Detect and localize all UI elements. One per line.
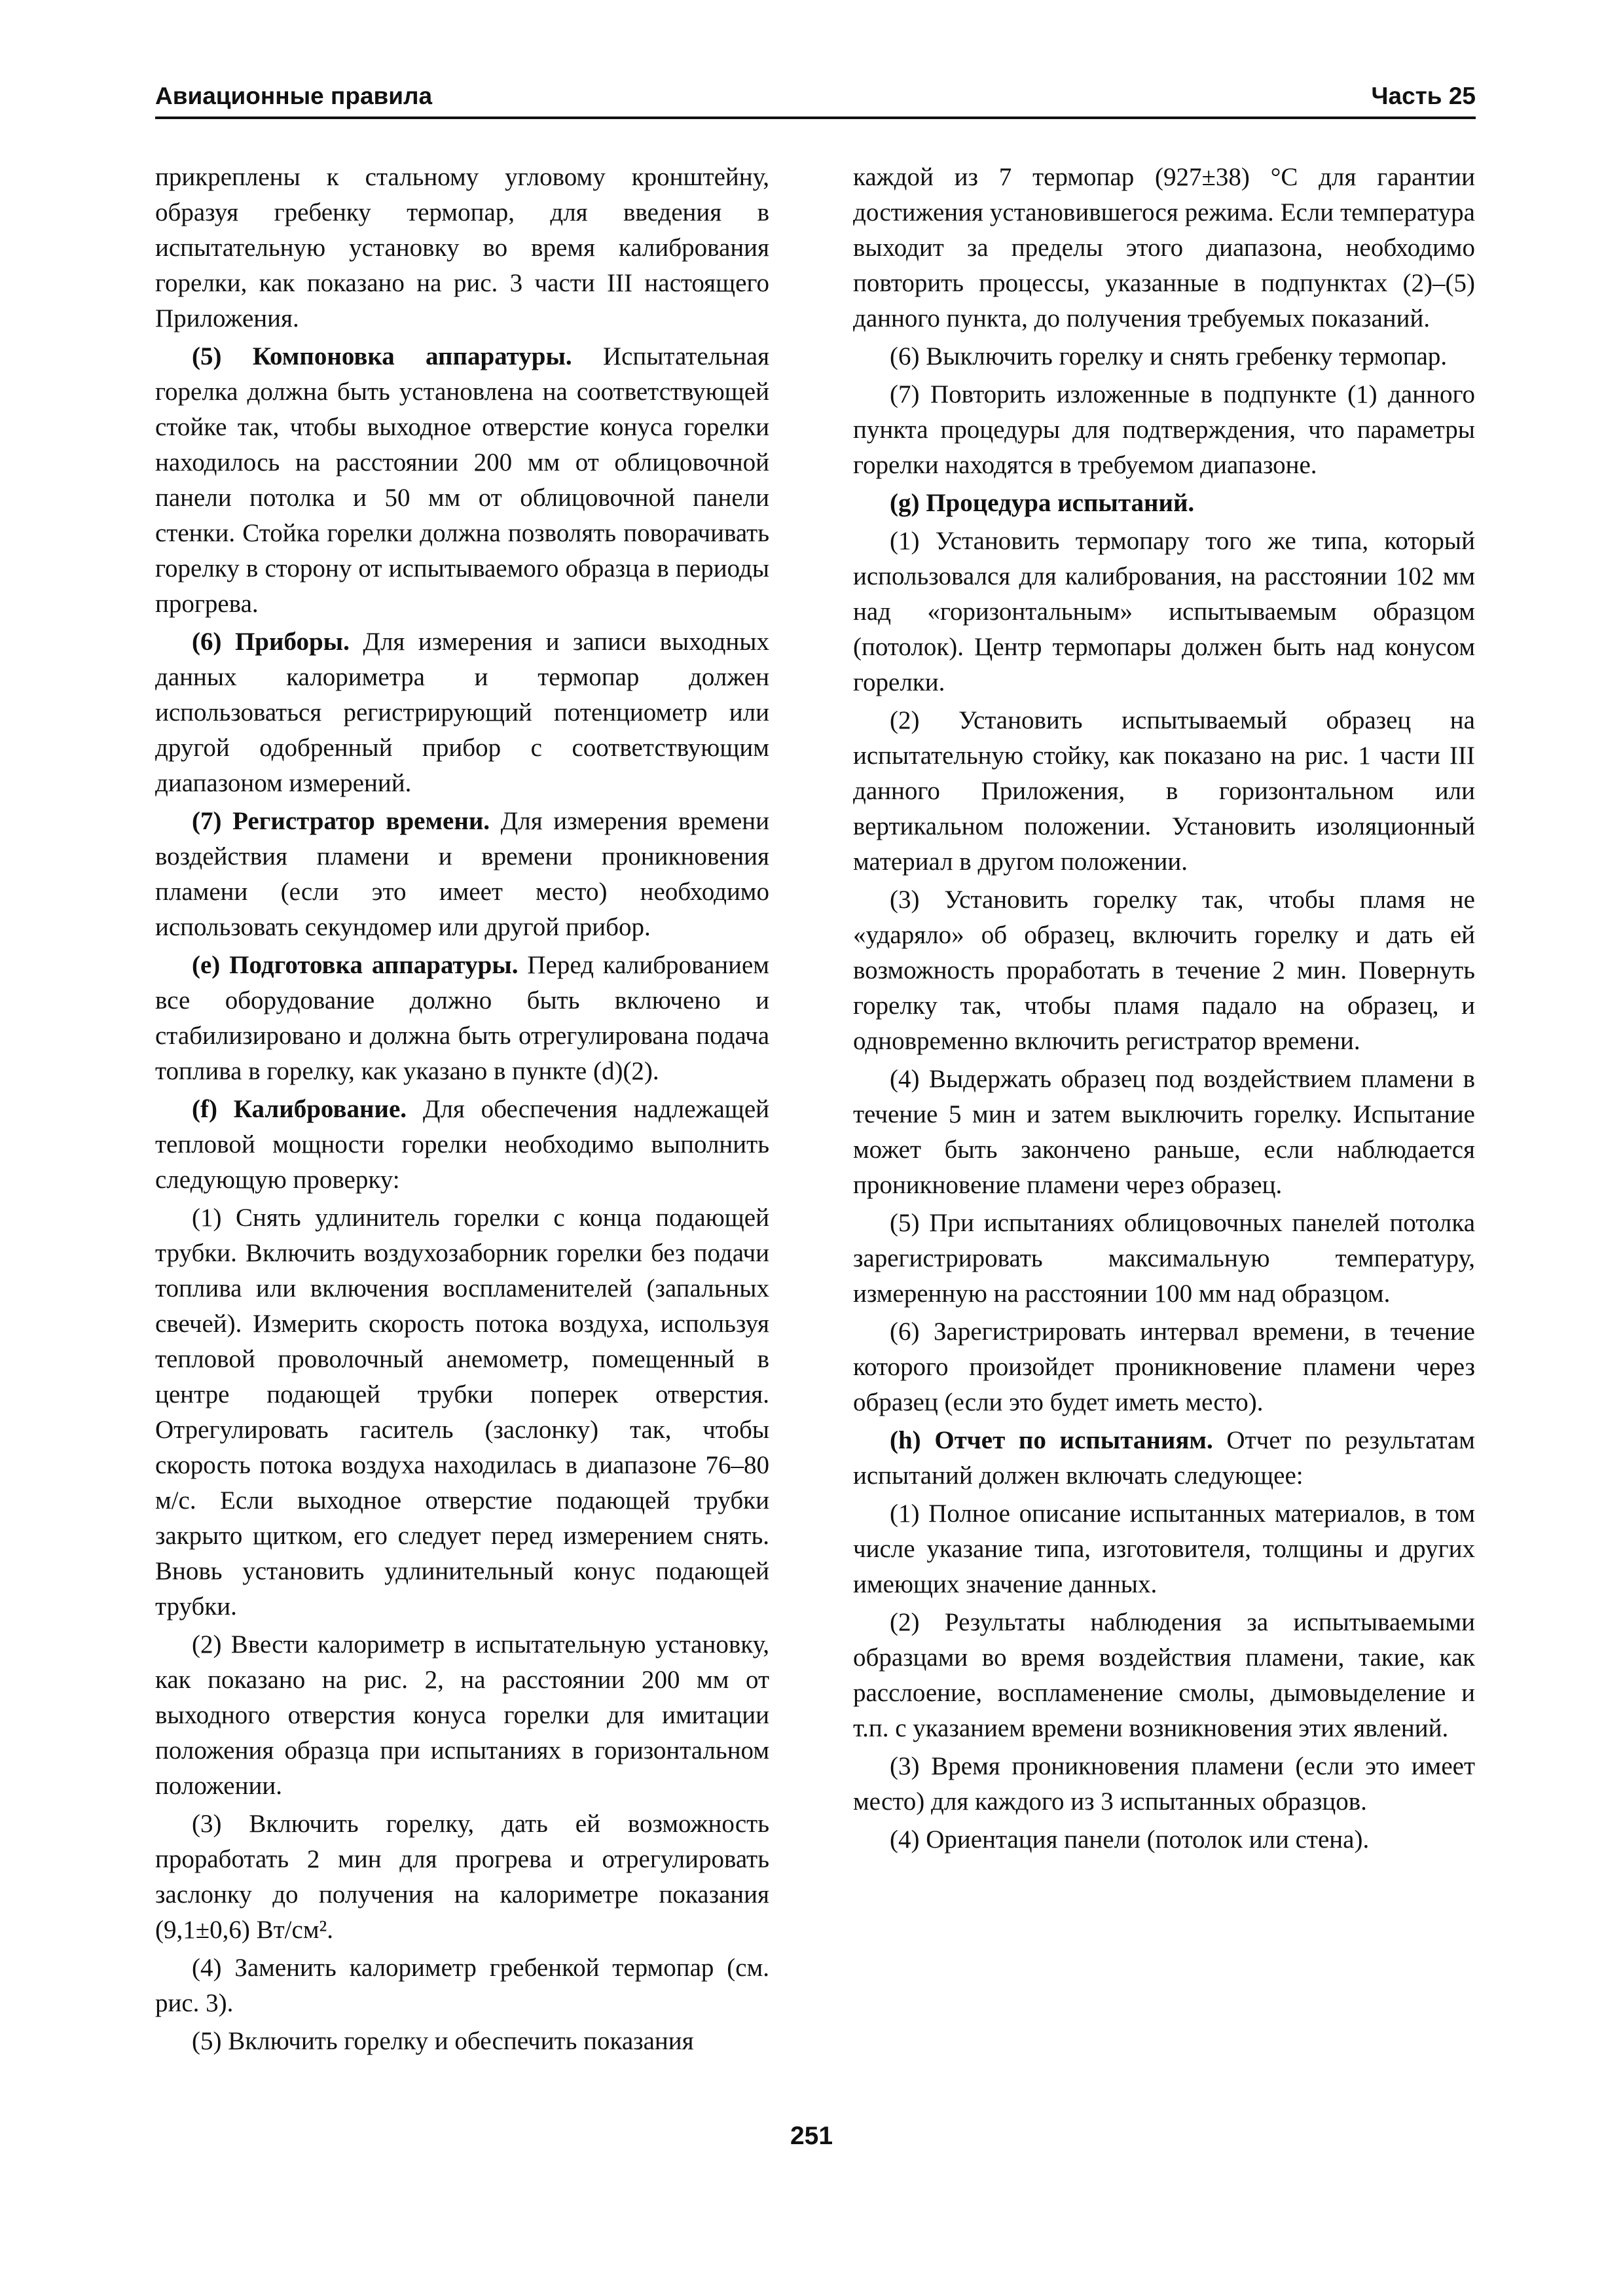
- paragraph-h2: (2) Результаты наблюдения за испытываемыми образцами во время воздействия пламени, такие, как расслоение, воспламенение смолы, дымовыделение и т.п. с указанием времени возникновения этих явлений.: [853, 1608, 1475, 1742]
- header-title: Авиационные правила: [155, 82, 433, 109]
- paragraph-heading: (7) Регистратор времени.: [192, 807, 490, 835]
- paragraph-g1: (1) Установить термопару того же типа, который использовался для калибрования, на расстоянии 102 мм над «горизонтальным» испытываемым образцом (потолок). Центр термопары должен быть над конусом горелки.: [853, 527, 1475, 696]
- paragraph-g6: (6) Зарегистрировать интервал времени, в течение которого произойдет проникновение пламени через образец (если это будет иметь место).: [853, 1318, 1475, 1416]
- paragraph-g2: (2) Установить испытываемый образец на испытательную стойку, как показано на рис. 1 части III данного Приложения, в горизонтальном или вертикальном положении. Установить изоляционный материал в другом положении.: [853, 706, 1475, 876]
- paragraph-heading: (f) Калибрование.: [192, 1095, 407, 1123]
- paragraph-heading: (e) Подготовка аппаратуры.: [192, 951, 519, 979]
- paragraph-h3: (3) Время проникновения пламени (если это имеет место) для каждого из 3 испытанных образцов.: [853, 1752, 1475, 1816]
- paragraph-f4: (4) Заменить калориметр гребенкой термопар (см. рис. 3).: [155, 1954, 769, 2017]
- paragraph-5-equipment-layout: (5) Компоновка аппаратуры. Испытательная горелка должна быть установлена на соответствующей стойке так, чтобы выходное отверстие конуса горелки находилось на расстоянии 200 мм от облицовочной панели потолка и 50 мм от облицовочной панели стенки. Стойка горелки должна позволять поворачивать горелку в сторону от испытываемого образца в периоды прогрева.: [155, 342, 770, 618]
- paragraph-h4: (4) Ориентация панели (потолок или стена).: [890, 1825, 1370, 1854]
- paragraph-heading: (6) Приборы.: [192, 628, 350, 656]
- paragraph-heading: (5) Компоновка аппаратуры.: [192, 342, 572, 370]
- header-part: Часть 25: [1371, 82, 1476, 109]
- paragraph-h1: (1) Полное описание испытанных материалов, в том числе указание типа, изготовителя, толщины и других имеющих значение данных.: [853, 1499, 1475, 1598]
- paragraph-7-timer: (7) Регистратор времени. Для измерения времени воздействия пламени и времени проникновения пламени (если это имеет место) необходимо использовать секундомер или другой прибор.: [155, 807, 769, 941]
- page-header: [155, 77, 1476, 119]
- paragraph-h-report: (h) Отчет по испытаниям. Отчет по результатам испытаний должен включать следующее:: [853, 1426, 1475, 1490]
- paragraph-heading: (h) Отчет по испытаниям.: [890, 1426, 1213, 1454]
- paragraph-f5: (5) Включить горелку и обеспечить показания: [192, 2027, 694, 2055]
- paragraph-f2: (2) Ввести калориметр в испытательную установку, как показано на рис. 2, на расстоянии 200 мм от выходного отверстия конуса горелки для имитации положения образца при испытаниях в горизонтальном положении.: [155, 1630, 769, 1800]
- paragraph-f-calibration: (f) Калибрование. Для обеспечения надлежащей тепловой мощности горелки необходимо выполнить следующую проверку:: [155, 1095, 769, 1194]
- paragraph: каждой из 7 термопар (927±38) °С для гарантии достижения установившегося режима. Если температура выходит за пределы этого диапазона, необходимо повторить процессы, указанные в подпунктах (2)–(5) данного пункта, до получения требуемых показаний.: [853, 163, 1475, 332]
- right-column: [853, 160, 1475, 1857]
- paragraph-g-procedure: [853, 486, 1475, 521]
- left-column: [155, 160, 769, 2059]
- paragraph-g4: (4) Выдержать образец под воздействием пламени в течение 5 мин и затем выключить горелку. Испытание может быть закончено раньше, если наблюдается проникновение пламени через образец.: [853, 1065, 1475, 1199]
- paragraph: прикреплены к стальному угловому кронштейну, образуя гребенку термопар, для введения в испытательную установку во время калибрования горелки, как показано на рис. 3 части III настоящего Приложения.: [155, 163, 769, 332]
- page-number: 251: [790, 2122, 833, 2150]
- paragraph-f7: (7) Повторить изложенные в подпункте (1) данного пункта процедуры для подтверждения, что параметры горелки находятся в требуемом диапазоне.: [853, 380, 1475, 479]
- paragraph-g3: (3) Установить горелку так, чтобы пламя не «ударяло» об образец, включить горелку и дать ей возможность проработать в течение 2 мин. Повернуть горелку так, чтобы пламя падало на образец, и одновременно включить регистратор времени.: [853, 886, 1475, 1055]
- paragraph-heading: (g) Процедура испытаний.: [890, 489, 1195, 517]
- paragraph-6-instruments: (6) Приборы. Для измерения и записи выходных данных калориметра и термопар должен использоваться регистрирующий потенциометр или другой одобренный прибор с соответствующим диапазоном измерений.: [155, 628, 769, 797]
- paragraph-f3: (3) Включить горелку, дать ей возможность проработать 2 мин для прогрева и отрегулировать заслонку до получения на калориметре показания (9,1±0,6) Вт/см².: [155, 1810, 769, 1944]
- paragraph-f6: (6) Выключить горелку и снять гребенку термопар.: [890, 342, 1448, 370]
- paragraph-e-preparation: (e) Подготовка аппаратуры. Перед калиброванием все оборудование должно быть включено и стабилизировано и должна быть отрегулирована подача топлива в горелку, как указано в пункте (d)(2).: [155, 951, 769, 1085]
- paragraph-g5: (5) При испытаниях облицовочных панелей потолка зарегистрировать максимальную температуру, измеренную на расстоянии 100 мм над образцом.: [853, 1209, 1475, 1308]
- paragraph-f1: (1) Снять удлинитель горелки с конца подающей трубки. Включить воздухозаборник горелки без подачи топлива или включения воспламенителей (запальных свечей). Измерить скорость потока воздуха, используя тепловой проволочный анемометр, помещенный в центре подающей трубки поперек отверстия. Отрегулировать гаситель (заслонку) так, чтобы скорость потока воздуха находилась в диапазоне 76–80 м/с. Если выходное отверстие подающей трубки закрыто щитком, его следует перед измерением снять. Вновь установить удлинительный конус подающей трубки.: [155, 1204, 769, 1621]
